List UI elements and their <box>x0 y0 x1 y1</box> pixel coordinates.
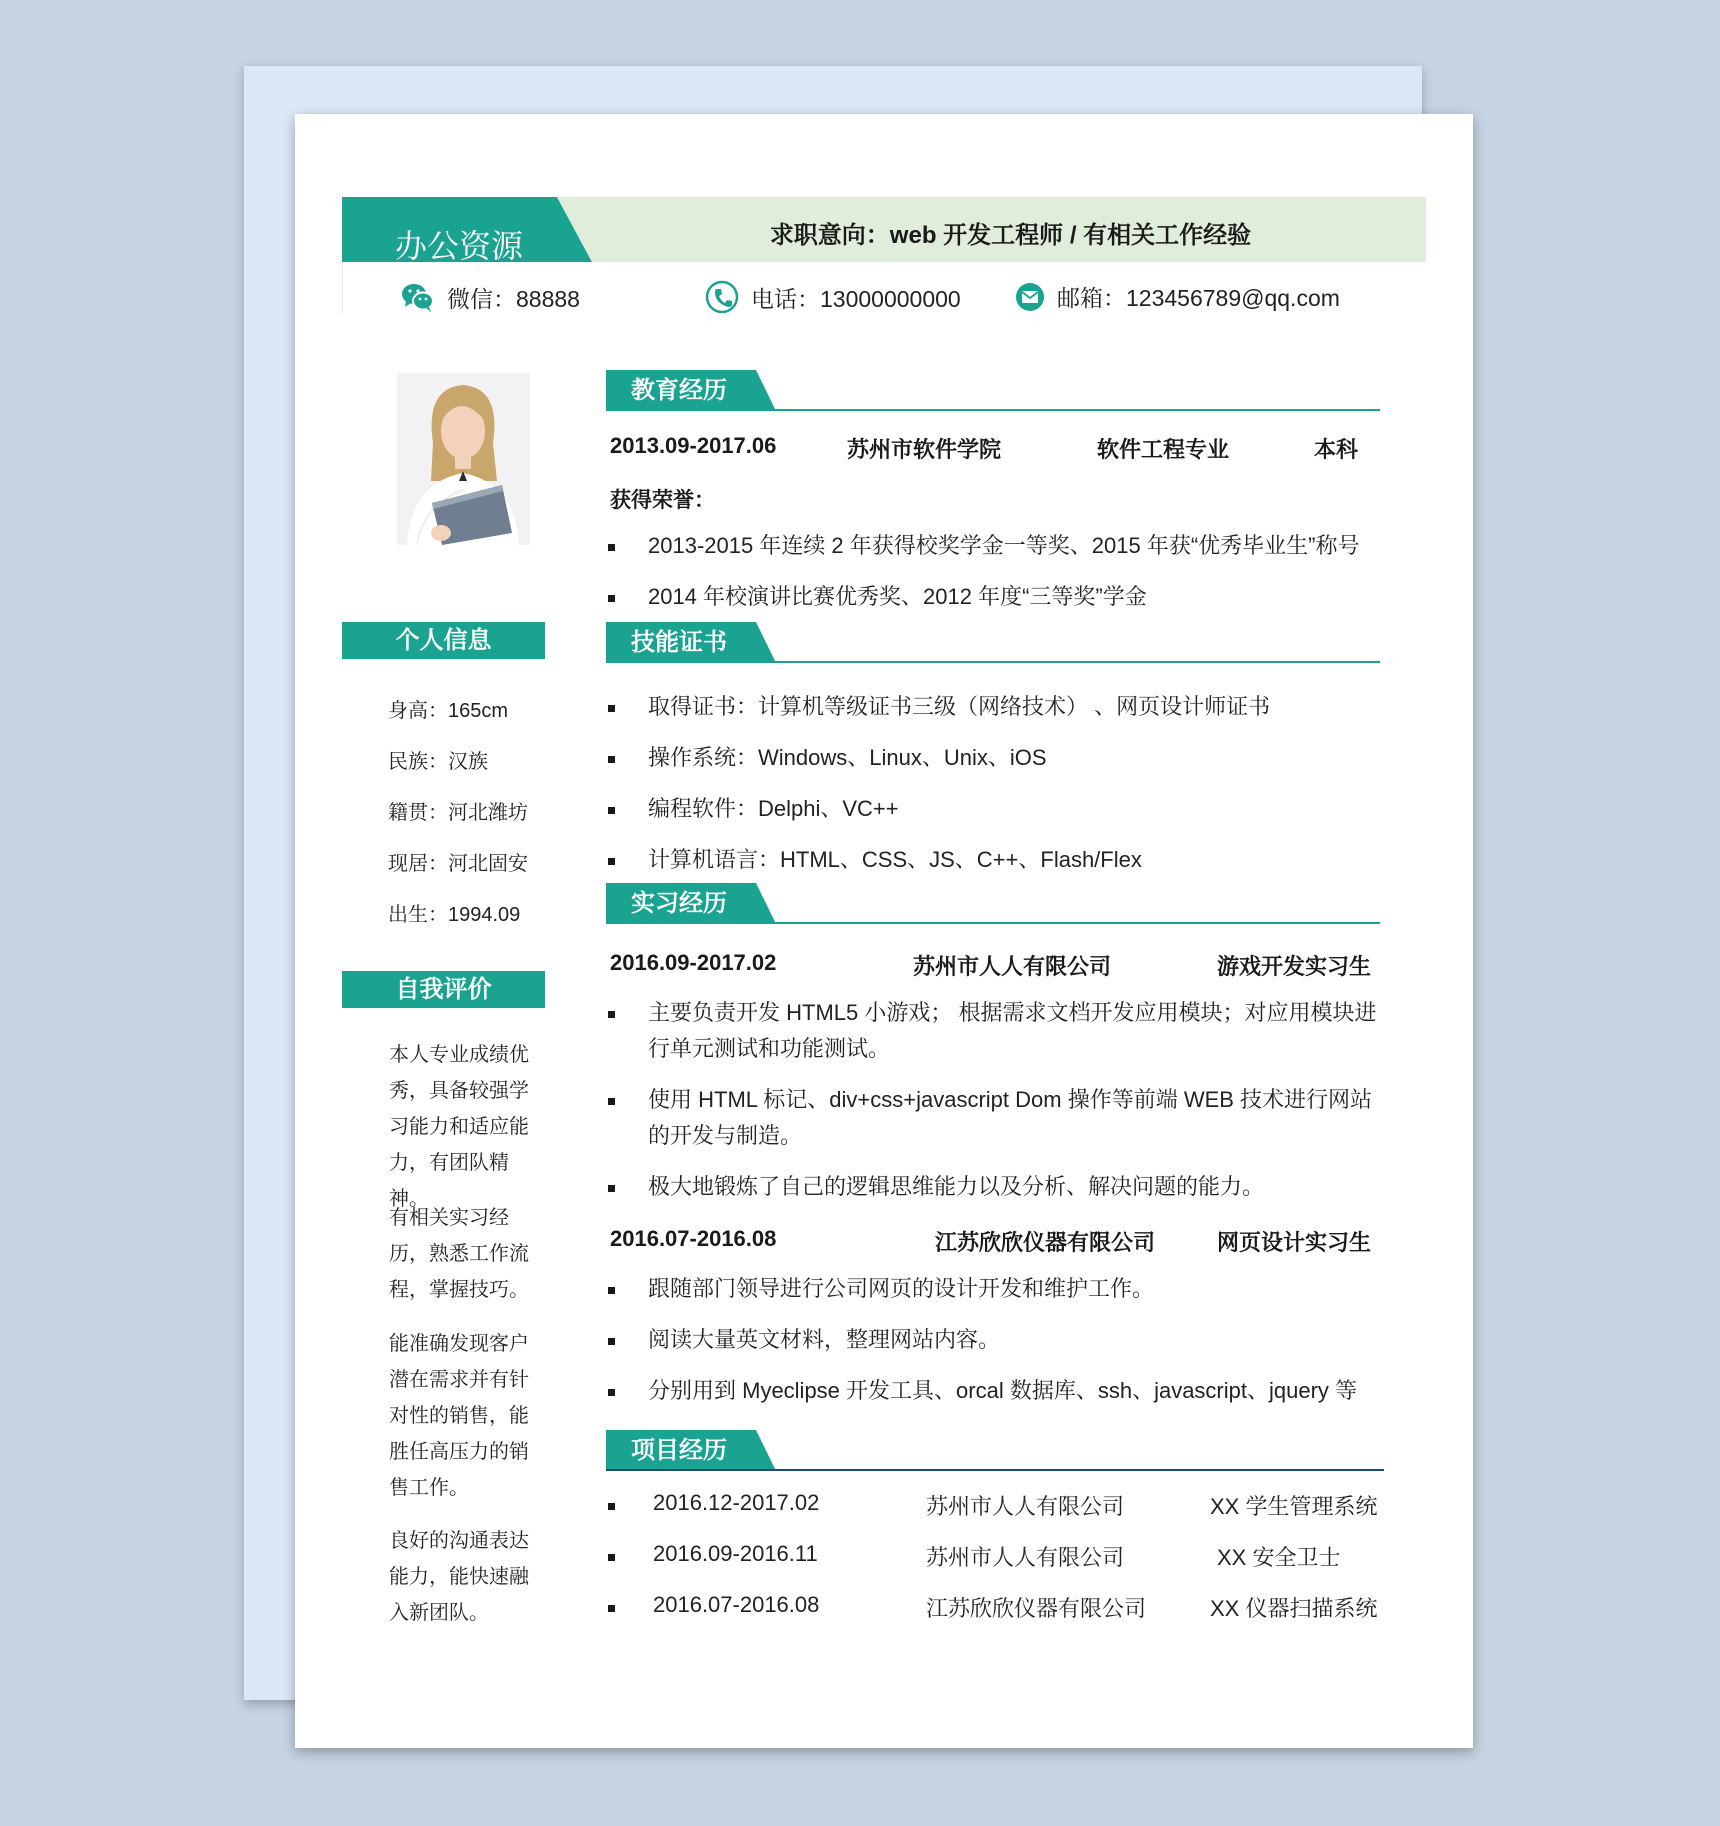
divider <box>606 661 1380 663</box>
honor-item: 2013-2015 年连续 2 年获得校奖学金一等奖、2015 年获“优秀毕业生”称号 <box>608 528 1388 564</box>
self-eval-heading: 自我评价 <box>342 971 545 1008</box>
internship-heading: 实习经历 <box>631 890 727 917</box>
project-period: 2016.12-2017.02 <box>653 1490 820 1515</box>
resume-page <box>295 114 1473 1748</box>
email-icon <box>1015 282 1045 312</box>
honors-label: 获得荣誉： <box>610 489 715 512</box>
self-eval-line: 胜任高压力的销 <box>389 1441 529 1463</box>
phone-icon <box>705 280 739 314</box>
self-eval-line: 程，掌握技巧。 <box>389 1279 529 1301</box>
self-eval-line: 本人专业成绩优 <box>389 1044 529 1066</box>
self-eval-para <box>389 1037 539 1217</box>
self-eval-line: 有相关实习经 <box>389 1207 509 1229</box>
self-eval-para <box>389 1200 539 1308</box>
skill-item: 计算机语言：HTML、CSS、JS、C++、Flash/Flex <box>608 842 1388 878</box>
info-ethnicity: 民族：汉族 <box>388 751 488 773</box>
wechat-text: 微信：88888 <box>447 285 580 312</box>
edu-major: 软件工程专业 <box>1097 437 1230 462</box>
wechat-icon <box>401 280 435 314</box>
job-company: 苏州市人人有限公司 <box>913 954 1112 979</box>
contact-email <box>1015 280 1340 313</box>
self-eval-line: 能力，能快速融 <box>389 1566 529 1588</box>
brand-name: 办公资源 <box>395 228 524 264</box>
job-duty: 使用 HTML 标记、div+css+javascript Dom 操作等前端 WEB 技术进行网站的开发与制造。 <box>608 1082 1388 1154</box>
project-name: XX 安全卫士 <box>1217 1545 1341 1570</box>
info-hometown: 籍贯：河北潍坊 <box>388 802 528 824</box>
self-eval-line: 历，熟悉工作流 <box>389 1243 529 1265</box>
divider <box>342 262 343 314</box>
email-text: 邮箱：123456789@qq.com <box>1057 285 1340 311</box>
self-eval-line: 习能力和适应能 <box>389 1116 529 1138</box>
self-eval-line: 良好的沟通表达 <box>389 1530 529 1552</box>
project-name: XX 仪器扫描系统 <box>1210 1596 1378 1621</box>
info-birth: 出生：1994.09 <box>388 904 521 926</box>
self-eval-line: 秀，具备较强学 <box>389 1080 529 1102</box>
project-period: 2016.07-2016.08 <box>653 1592 820 1617</box>
job-role: 网页设计实习生 <box>1217 1230 1372 1255</box>
job-period: 2016.07-2016.08 <box>610 1226 777 1251</box>
profile-photo <box>397 373 530 545</box>
job-intent: 求职意向：web 开发工程师 / 有相关工作经验 <box>769 222 1252 249</box>
projects-heading: 项目经历 <box>631 1437 727 1464</box>
skill-item: 编程软件：Delphi、VC++ <box>608 791 1388 827</box>
self-eval-line: 能准确发现客户 <box>389 1333 529 1355</box>
project-company: 苏州市人人有限公司 <box>926 1545 1125 1570</box>
self-eval-line: 对性的销售，能 <box>389 1405 529 1427</box>
divider <box>606 1469 1384 1471</box>
project-name: XX 学生管理系统 <box>1210 1494 1378 1519</box>
project-company: 苏州市人人有限公司 <box>926 1494 1125 1519</box>
bullet <box>608 1503 615 1510</box>
job-period: 2016.09-2017.02 <box>610 950 777 975</box>
divider <box>606 922 1380 924</box>
job-role: 游戏开发实习生 <box>1217 954 1372 979</box>
personal-info-heading: 个人信息 <box>342 622 545 659</box>
skill-item: 操作系统：Windows、Linux、Unix、iOS <box>608 740 1388 776</box>
project-company: 江苏欣欣仪器有限公司 <box>926 1596 1147 1621</box>
edu-degree: 本科 <box>1314 437 1359 462</box>
education-heading: 教育经历 <box>631 377 727 404</box>
skill-item: 取得证书：计算机等级证书三级（网络技术） 、网页设计师证书 <box>608 689 1388 725</box>
job-duty: 主要负责开发 HTML5 小游戏； 根据需求文档开发应用模块；对应用模块进行单元测试和功能测试。 <box>608 995 1388 1067</box>
skills-heading: 技能证书 <box>631 629 727 656</box>
info-height: 身高：165cm <box>388 700 509 722</box>
job-duty: 阅读大量英文材料，整理网站内容。 <box>608 1322 1388 1358</box>
info-residence: 现居：河北固安 <box>388 853 528 875</box>
bullet <box>608 1554 615 1561</box>
edu-school: 苏州市软件学院 <box>847 437 1002 462</box>
self-eval-line: 力，有团队精神。 <box>389 1152 509 1210</box>
self-eval-line: 入新团队。 <box>389 1602 489 1624</box>
edu-period: 2013.09-2017.06 <box>610 433 777 458</box>
contact-wechat <box>401 280 580 314</box>
divider <box>606 409 1380 411</box>
job-company: 江苏欣欣仪器有限公司 <box>935 1230 1156 1255</box>
self-eval-para <box>389 1523 539 1631</box>
honor-item: 2014 年校演讲比赛优秀奖、2012 年度“三等奖”学金 <box>608 579 1388 615</box>
job-duty: 极大地锻炼了自己的逻辑思维能力以及分析、解决问题的能力。 <box>608 1169 1388 1205</box>
contact-phone <box>705 280 961 314</box>
job-duty: 分别用到 Myeclipse 开发工具、orcal 数据库、ssh、javascript、jquery 等 <box>608 1373 1388 1409</box>
self-eval-line: 潜在需求并有针 <box>389 1369 529 1391</box>
phone-text: 电话：13000000000 <box>751 285 961 312</box>
self-eval-para <box>389 1326 539 1506</box>
bullet <box>608 1605 615 1612</box>
project-period: 2016.09-2016.11 <box>653 1541 818 1566</box>
job-duty: 跟随部门领导进行公司网页的设计开发和维护工作。 <box>608 1271 1388 1307</box>
self-eval-line: 售工作。 <box>389 1477 469 1499</box>
